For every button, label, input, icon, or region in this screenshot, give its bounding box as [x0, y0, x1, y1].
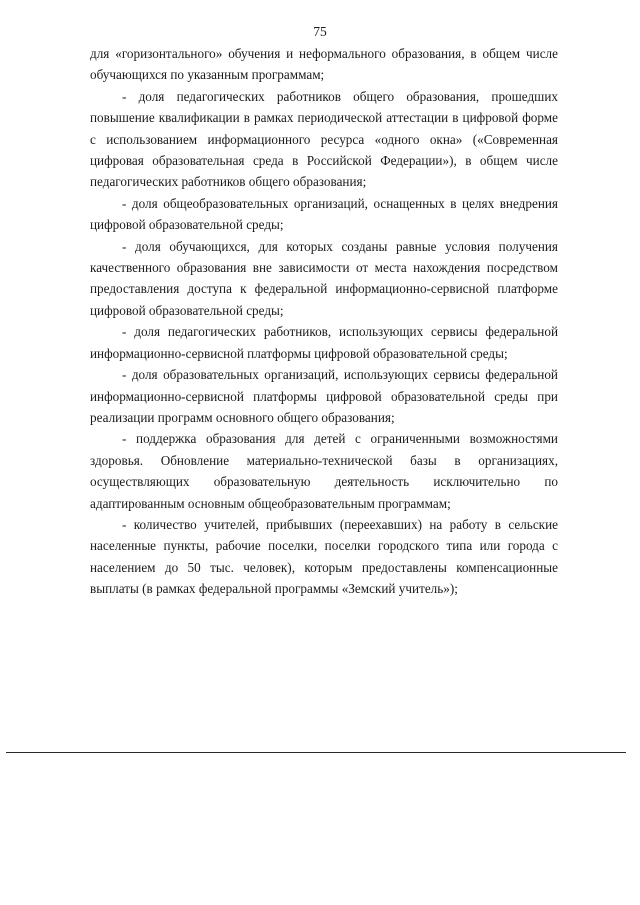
bottom-rule-divider — [6, 752, 626, 753]
paragraph-equal-conditions: - доля обучающихся, для которых созданы равные условия получения качественного образования вне зависимости от места нахождения посредством предоставления доступа к федеральной информационно-сервисной платформе цифровой образовательной среды; — [90, 238, 558, 318]
document-body — [90, 43, 558, 600]
page-number: 75 — [313, 24, 327, 39]
paragraph-teachers-qualification: - доля педагогических работников общего образования, прошедших повышение квалификации в рамках периодической аттестации в цифровой форме с использованием информационного ресурса «одного окна» («Современная цифровая образовательная среда в Российской Федерации»), в общем числе педагогических работников общего образования; — [90, 88, 558, 190]
paragraph-organizations-using-services: - доля образовательных организаций, использующих сервисы федеральной информационно-сервисной платформы цифровой образовательной среды при реализации программ основного общего образования; — [90, 367, 558, 425]
paragraph-disabled-children-support: - поддержка образования для детей с ограниченными возможностями здоровья. Обновление материально-технической базы в организациях, осуществляющих образовательную деятельность исключительно по адаптированным основным общеобразовательным программам; — [90, 431, 558, 511]
paragraph-teachers-using-services: - доля педагогических работников, использующих сервисы федеральной информационно-сервисной платформы цифровой образовательной среды; — [90, 324, 558, 361]
paragraph-continuation: для «горизонтального» обучения и неформального образования, в общем числе обучающихся по указанным программам; — [90, 46, 558, 83]
paragraph-rural-teachers: - количество учителей, прибывших (переехавших) на работу в сельские населенные пункты, рабочие поселки, поселки городского типа или города с населением до 50 тыс. человек), которым предоставлены компенсационные выплаты (в рамках федеральной программы «Земский учитель»); — [90, 516, 558, 597]
paragraph-equipped-organizations: - доля общеобразовательных организаций, оснащенных в целях внедрения цифровой образовательной среды; — [90, 195, 558, 233]
